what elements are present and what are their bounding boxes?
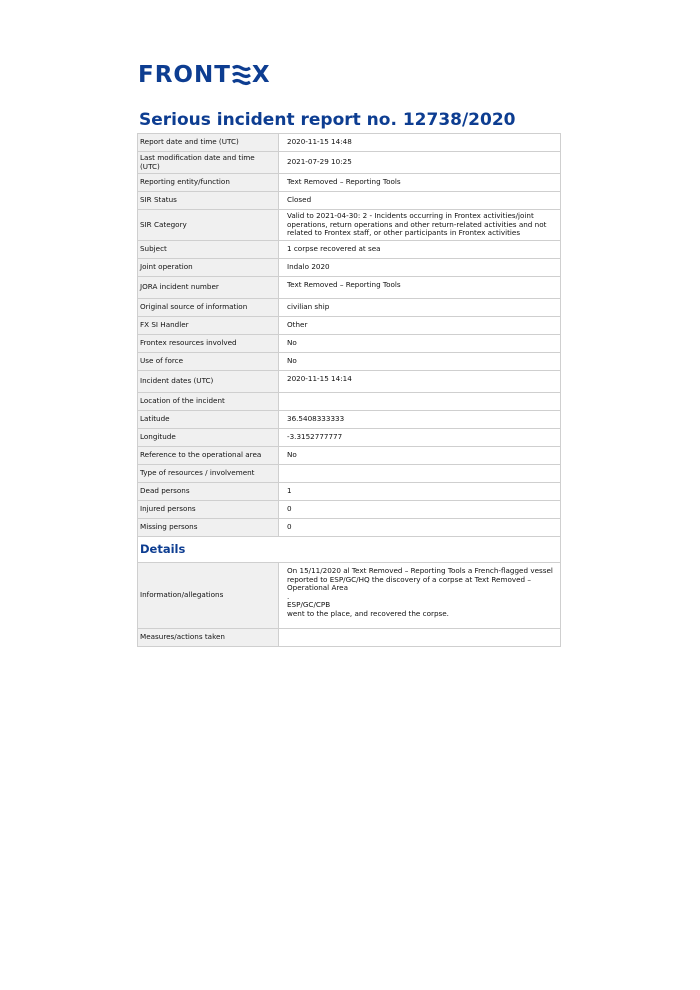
row-value: Text Removed – Reporting Tools <box>279 276 561 298</box>
table-row <box>138 174 561 192</box>
row-label: Use of force <box>138 352 279 370</box>
table-row <box>138 240 561 258</box>
frontex-logo <box>138 62 271 88</box>
table-row <box>138 500 561 518</box>
table-row <box>138 370 561 392</box>
logo-text-right: X <box>251 62 271 88</box>
table-row <box>138 428 561 446</box>
table-row <box>138 298 561 316</box>
row-value: Text Removed – Reporting Tools <box>279 174 561 192</box>
table-row <box>138 258 561 276</box>
row-label: Reporting entity/function <box>138 174 279 192</box>
table-row <box>138 518 561 536</box>
table-row <box>138 210 561 241</box>
table-row <box>138 352 561 370</box>
row-value: 2021-07-29 10:25 <box>279 152 561 174</box>
row-label: Type of resources / involvement <box>138 464 279 482</box>
row-value: Other <box>279 316 561 334</box>
table-row <box>138 316 561 334</box>
row-value: 2020-11-15 14:48 <box>279 134 561 152</box>
row-label: Measures/actions taken <box>138 628 279 646</box>
row-label: JORA incident number <box>138 276 279 298</box>
row-label: Dead persons <box>138 482 279 500</box>
row-value: 0 <box>279 500 561 518</box>
row-label: Location of the incident <box>138 392 279 410</box>
table-row <box>138 276 561 298</box>
incident-report-table <box>137 133 561 647</box>
row-label: Original source of information <box>138 298 279 316</box>
row-label: Injured persons <box>138 500 279 518</box>
table-row <box>138 134 561 152</box>
table-row <box>138 464 561 482</box>
table-row <box>138 410 561 428</box>
row-value: civilian ship <box>279 298 561 316</box>
row-value: Indalo 2020 <box>279 258 561 276</box>
row-label: Information/allegations <box>138 562 279 628</box>
row-label: SIR Status <box>138 192 279 210</box>
row-value: On 15/11/2020 al Text Removed – Reporting Tools a French-flagged vessel reported to ESP/GC/HQ the discovery of a corpse at Text Removed – Operational Area . ESP/GC/CPB went to the place, and recovered the corpse. <box>279 562 561 628</box>
row-value: No <box>279 334 561 352</box>
row-label: Incident dates (UTC) <box>138 370 279 392</box>
details-section-row <box>138 536 561 562</box>
table-row <box>138 628 561 646</box>
row-label: Frontex resources involved <box>138 334 279 352</box>
row-value: No <box>279 352 561 370</box>
logo-waves-icon <box>232 64 251 86</box>
row-value: Closed <box>279 192 561 210</box>
row-value: 0 <box>279 518 561 536</box>
row-value: -3.3152777777 <box>279 428 561 446</box>
table-row <box>138 392 561 410</box>
row-value: 1 <box>279 482 561 500</box>
row-value: No <box>279 446 561 464</box>
logo-text-left: FRONT <box>138 62 231 88</box>
row-value <box>279 464 561 482</box>
table-row <box>138 446 561 464</box>
table-row <box>138 482 561 500</box>
table-row <box>138 192 561 210</box>
row-label: Longitude <box>138 428 279 446</box>
table-row <box>138 334 561 352</box>
row-label: Report date and time (UTC) <box>138 134 279 152</box>
table-row <box>138 562 561 628</box>
row-label: Joint operation <box>138 258 279 276</box>
row-label: Latitude <box>138 410 279 428</box>
table-row <box>138 152 561 174</box>
row-label: Last modification date and time (UTC) <box>138 152 279 174</box>
row-value: 2020-11-15 14:14 <box>279 370 561 392</box>
row-label: Missing persons <box>138 518 279 536</box>
row-value: Valid to 2021-04-30: 2 - Incidents occurring in Frontex activities/joint operations, return operations and other return-related activities and not related to Frontex staff, or other participants in Frontex activities <box>279 210 561 241</box>
row-label: Subject <box>138 240 279 258</box>
row-value <box>279 628 561 646</box>
row-label: Reference to the operational area <box>138 446 279 464</box>
row-value: 1 corpse recovered at sea <box>279 240 561 258</box>
report-title: Serious incident report no. 12738/2020 <box>139 110 516 130</box>
row-label: FX SI Handler <box>138 316 279 334</box>
details-heading: Details <box>138 536 561 562</box>
row-value <box>279 392 561 410</box>
row-label: SIR Category <box>138 210 279 241</box>
row-value: 36.5408333333 <box>279 410 561 428</box>
